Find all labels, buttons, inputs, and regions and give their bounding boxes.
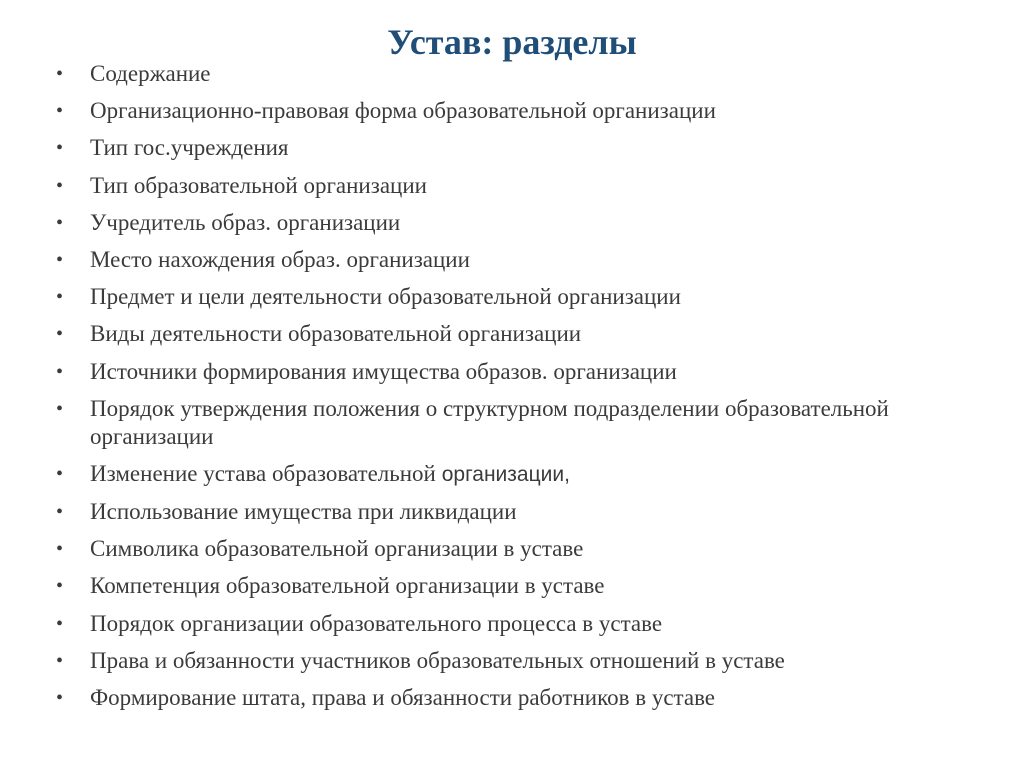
bullet-icon: •: [56, 575, 64, 598]
bullet-icon: •: [56, 174, 64, 197]
bullet-icon: •: [56, 612, 64, 635]
list-item: • Права и обязанности участников образовательных отношений в уставе: [56, 647, 785, 673]
bullet-icon: •: [56, 63, 64, 85]
bullet-icon: •: [56, 100, 64, 123]
list-item: • Источники формирования имущества образов. организации: [56, 358, 677, 384]
bullet-icon: •: [56, 286, 64, 309]
list-item: • Предмет и цели деятельности образовательной организации: [56, 284, 681, 310]
bullet-icon: •: [56, 501, 64, 524]
list-item: • Организационно-правовая форма образовательной организации: [56, 98, 716, 124]
bullet-icon: •: [56, 462, 64, 485]
bullet-icon: •: [56, 360, 64, 383]
list-item: • Место нахождения образ. организации: [56, 246, 470, 272]
list-item: • Изменение устава образовательной организации,: [56, 460, 570, 486]
bullet-icon: •: [56, 538, 64, 561]
bullet-icon: •: [56, 211, 64, 234]
bullet-icon: •: [56, 248, 64, 271]
list-item: • Виды деятельности образовательной организации: [56, 321, 582, 347]
bullet-icon: •: [56, 397, 64, 420]
bullet-icon: •: [56, 649, 64, 672]
list-item: • Символика образовательной организации в уставе: [56, 536, 584, 562]
list-item: • Содержание: [56, 61, 211, 86]
list-item-suffix: организации,: [435, 462, 570, 486]
slide-title: Устав: разделы: [387, 22, 637, 62]
bullet-list: [56, 60, 996, 721]
bullet-icon: •: [56, 137, 64, 160]
list-item: • Учредитель образ. организации: [56, 209, 401, 235]
list-item: • Формирование штата, права и обязанности работников в уставе: [56, 685, 716, 710]
list-item: • Тип гос.учреждения: [56, 135, 289, 161]
list-item: • Тип образовательной организации: [56, 172, 427, 198]
list-item: • Использование имущества при ликвидации: [56, 499, 517, 525]
bullet-icon: •: [56, 323, 64, 346]
list-item: • Порядок утверждения положения о структурном подразделении образовательной организации: [56, 395, 889, 449]
list-item: • Компетенция образовательной организации в уставе: [56, 573, 605, 599]
list-item: • Порядок организации образовательного процесса в уставе: [56, 610, 663, 636]
bullet-icon: •: [56, 687, 64, 709]
